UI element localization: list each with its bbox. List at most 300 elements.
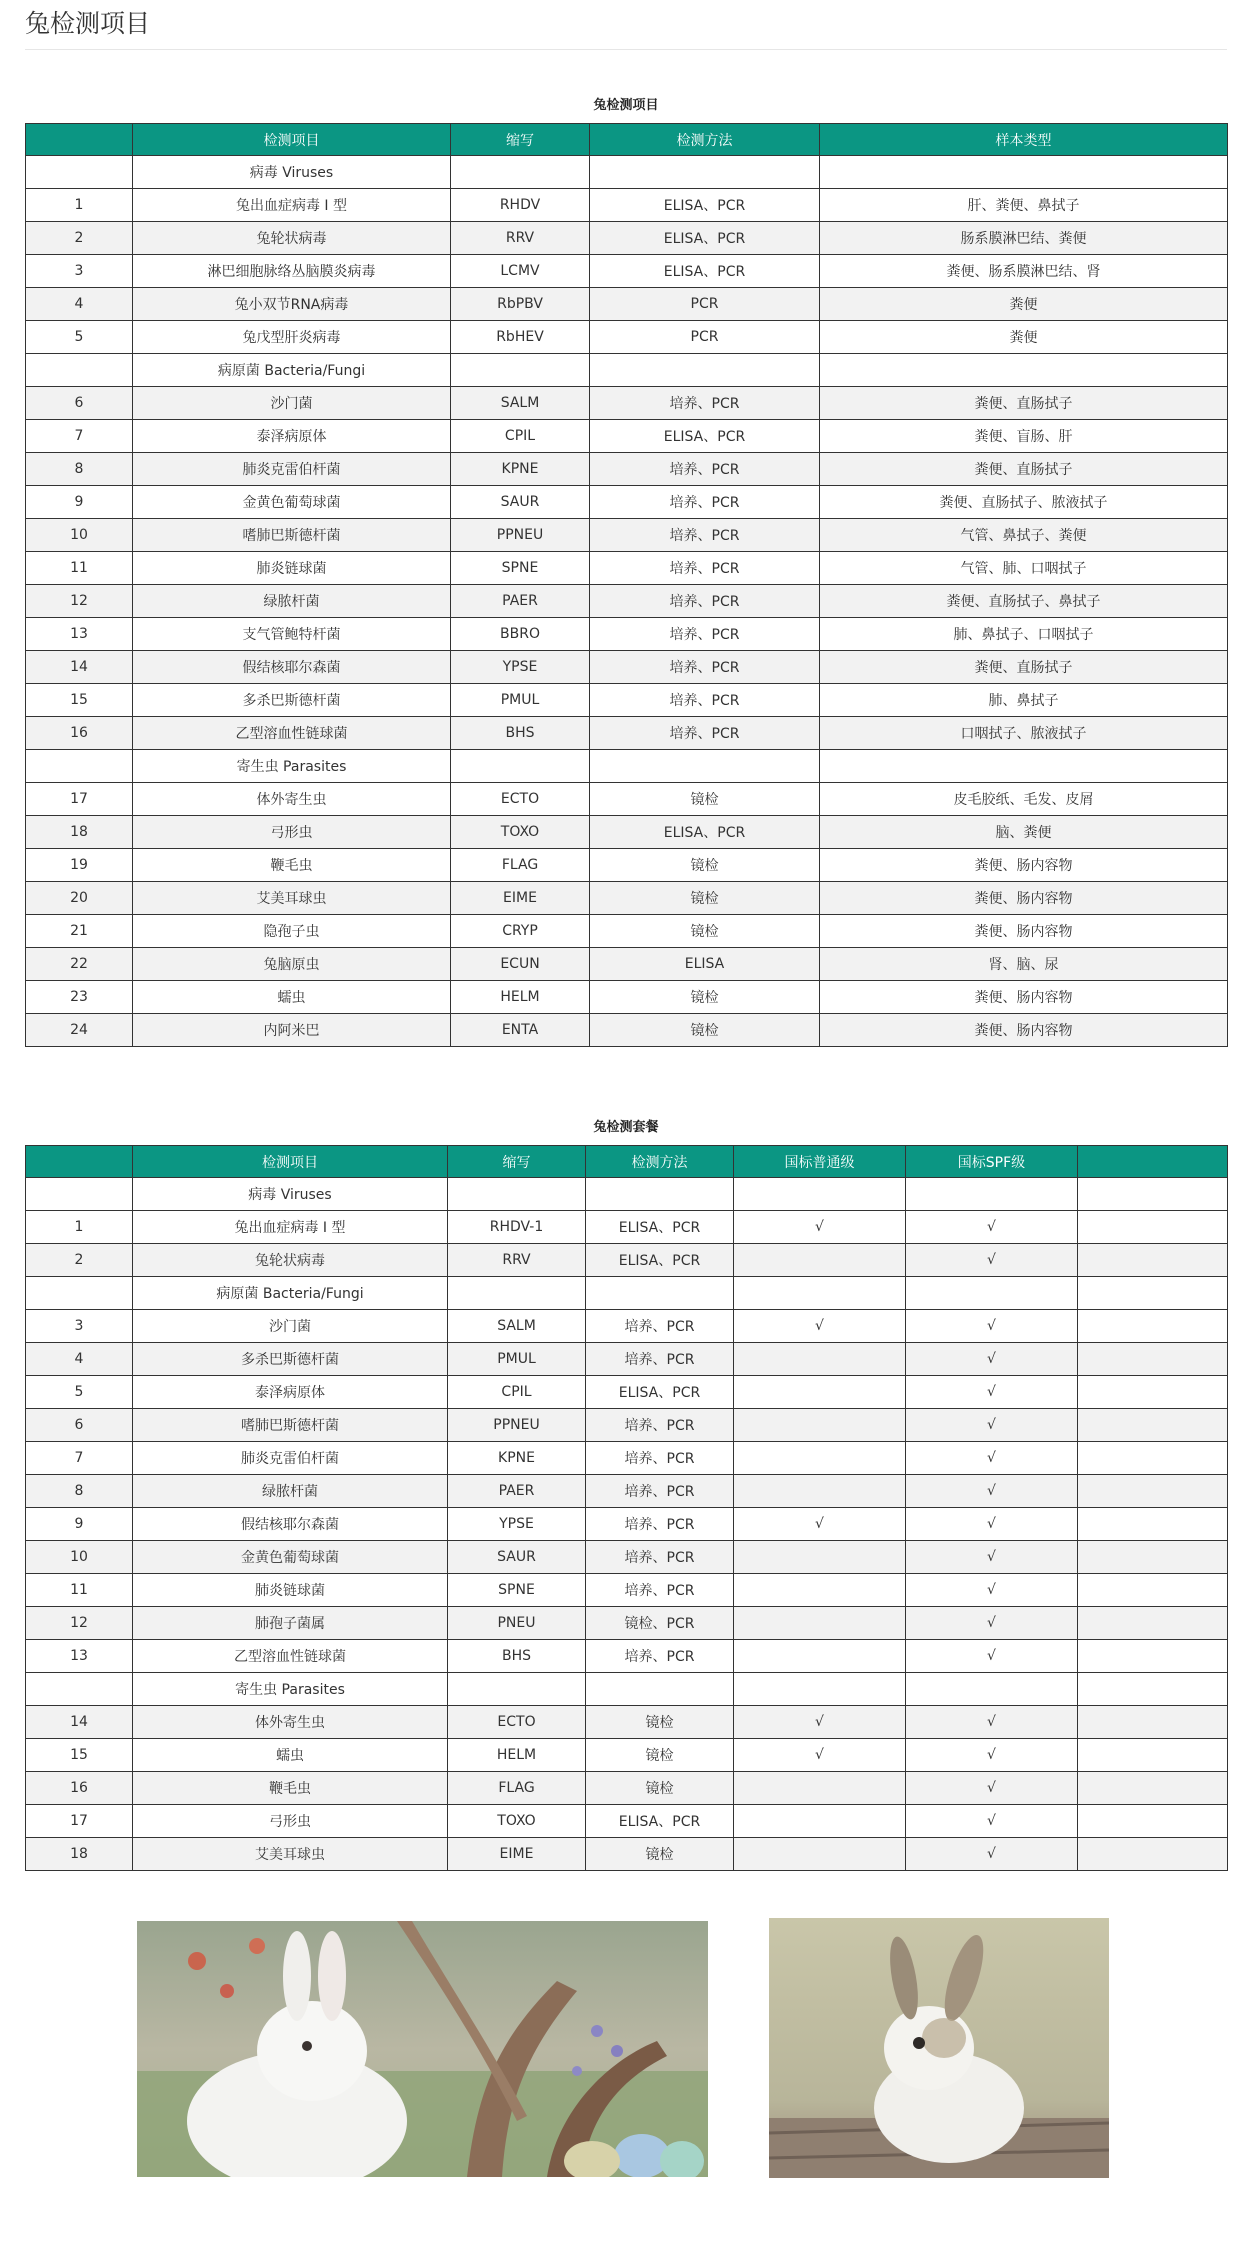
table-row <box>26 816 1228 849</box>
table-row <box>26 519 1228 552</box>
table-cell: 粪便 <box>820 288 1228 321</box>
table-row <box>26 618 1228 651</box>
table-cell <box>1078 1574 1228 1607</box>
table-cell <box>451 750 590 783</box>
table-cell <box>26 750 133 783</box>
table-row <box>26 288 1228 321</box>
table-cell: 培养、PCR <box>590 585 820 618</box>
table-cell <box>906 1178 1078 1211</box>
column-header-2: 缩写 <box>451 124 590 156</box>
table-cell <box>734 1574 906 1607</box>
table-cell <box>1078 1442 1228 1475</box>
table-cell: 蠕虫 <box>133 1739 448 1772</box>
table-cell: 粪便、肠内容物 <box>820 882 1228 915</box>
table-cell: 粪便、直肠拭子、脓液拭子 <box>820 486 1228 519</box>
table-row <box>26 981 1228 1014</box>
table-cell: 体外寄生虫 <box>133 783 451 816</box>
table-row <box>26 1541 1228 1574</box>
table-cell: 肺炎克雷伯杆菌 <box>133 453 451 486</box>
table-cell: 粪便、直肠拭子 <box>820 453 1228 486</box>
table-cell: 培养、PCR <box>590 453 820 486</box>
table-row <box>26 684 1228 717</box>
table-cell: 兔轮状病毒 <box>133 1244 448 1277</box>
table-cell: RbPBV <box>451 288 590 321</box>
table-row <box>26 1014 1228 1047</box>
table-cell <box>451 156 590 189</box>
table-cell <box>734 1640 906 1673</box>
table-cell: 粪便、直肠拭子、鼻拭子 <box>820 585 1228 618</box>
table-cell: 镜检 <box>586 1739 734 1772</box>
table-cell: 培养、PCR <box>586 1310 734 1343</box>
table-cell: 沙门菌 <box>133 1310 448 1343</box>
table-cell: RRV <box>451 222 590 255</box>
table-cell: 兔出血症病毒 I 型 <box>133 189 451 222</box>
table-cell <box>26 1673 133 1706</box>
table-row <box>26 1805 1228 1838</box>
table-row <box>26 882 1228 915</box>
table-row <box>26 717 1228 750</box>
table-cell: 艾美耳球虫 <box>133 882 451 915</box>
table-cell: 8 <box>26 453 133 486</box>
table-cell: √ <box>906 1838 1078 1871</box>
table-cell <box>734 1409 906 1442</box>
table-cell: 22 <box>26 948 133 981</box>
table-row <box>26 552 1228 585</box>
table-row <box>26 1574 1228 1607</box>
table2-caption: 兔检测套餐 <box>593 1120 659 1135</box>
table-cell: 5 <box>26 321 133 354</box>
column-header-4: 样本类型 <box>820 124 1228 156</box>
table-cell: 14 <box>26 651 133 684</box>
table-cell: 11 <box>26 552 133 585</box>
table-cell: 3 <box>26 255 133 288</box>
table-cell: 培养、PCR <box>586 1508 734 1541</box>
table-cell: 13 <box>26 1640 133 1673</box>
table-cell: 镜检 <box>590 849 820 882</box>
table-cell: BHS <box>451 717 590 750</box>
table-cell: √ <box>906 1739 1078 1772</box>
table-cell <box>451 354 590 387</box>
table-row <box>26 1310 1228 1343</box>
table-row <box>26 1838 1228 1871</box>
column-header-6 <box>1078 1146 1228 1178</box>
table-cell <box>734 1673 906 1706</box>
table-cell <box>1078 1376 1228 1409</box>
table-cell: 粪便、肠内容物 <box>820 915 1228 948</box>
table-cell: 粪便、肠内容物 <box>820 981 1228 1014</box>
table-cell: 绿脓杆菌 <box>133 585 451 618</box>
column-header-2: 缩写 <box>448 1146 586 1178</box>
table-cell <box>734 1805 906 1838</box>
table-cell: 沙门菌 <box>133 387 451 420</box>
table-cell: 17 <box>26 783 133 816</box>
table-cell: 镜检 <box>590 1014 820 1047</box>
table-cell <box>734 1277 906 1310</box>
table-cell: 4 <box>26 288 133 321</box>
table-row <box>26 1244 1228 1277</box>
table-cell: EIME <box>448 1838 586 1871</box>
table-cell: 病毒 Viruses <box>133 1178 448 1211</box>
table-row <box>26 651 1228 684</box>
table-cell <box>734 1772 906 1805</box>
table-cell <box>1078 1805 1228 1838</box>
table-cell: HELM <box>448 1739 586 1772</box>
table-row <box>26 585 1228 618</box>
table-cell: BHS <box>448 1640 586 1673</box>
table-cell: 14 <box>26 1706 133 1739</box>
table-cell: ELISA、PCR <box>586 1244 734 1277</box>
table-cell: 1 <box>26 1211 133 1244</box>
column-header-4: 国标普通级 <box>734 1146 906 1178</box>
table-cell <box>1078 1541 1228 1574</box>
table-cell: FLAG <box>451 849 590 882</box>
table-row <box>26 783 1228 816</box>
table-cell: SALM <box>451 387 590 420</box>
table-cell: KPNE <box>451 453 590 486</box>
table-cell: 镜检 <box>590 981 820 1014</box>
table-cell: √ <box>906 1244 1078 1277</box>
table-cell: 内阿米巴 <box>133 1014 451 1047</box>
table-cell: 镜检、PCR <box>586 1607 734 1640</box>
table-cell: 培养、PCR <box>590 552 820 585</box>
table-cell: 肝、粪便、鼻拭子 <box>820 189 1228 222</box>
table-cell: CPIL <box>448 1376 586 1409</box>
table-cell: RRV <box>448 1244 586 1277</box>
table-cell: 培养、PCR <box>590 519 820 552</box>
category-row <box>26 750 1228 783</box>
table-cell <box>734 1541 906 1574</box>
table-cell: ELISA、PCR <box>590 189 820 222</box>
table-row <box>26 1640 1228 1673</box>
table-cell: √ <box>906 1805 1078 1838</box>
table-cell: 淋巴细胞脉络丛脑膜炎病毒 <box>133 255 451 288</box>
table-cell <box>590 354 820 387</box>
table-cell: 6 <box>26 387 133 420</box>
table-cell: 寄生虫 Parasites <box>133 1673 448 1706</box>
table-cell: 绿脓杆菌 <box>133 1475 448 1508</box>
table-cell: 镜检 <box>586 1838 734 1871</box>
table-cell: 肺炎链球菌 <box>133 552 451 585</box>
table-row <box>26 1607 1228 1640</box>
table-cell <box>586 1277 734 1310</box>
table-cell: 艾美耳球虫 <box>133 1838 448 1871</box>
table-cell: 嗜肺巴斯德杆菌 <box>133 519 451 552</box>
table-cell: 17 <box>26 1805 133 1838</box>
column-header-1: 检测项目 <box>133 1146 448 1178</box>
table-cell <box>26 1178 133 1211</box>
column-header-0 <box>26 1146 133 1178</box>
column-header-5: 国标SPF级 <box>906 1146 1078 1178</box>
table-row <box>26 453 1228 486</box>
table-cell: YPSE <box>451 651 590 684</box>
table-cell: 体外寄生虫 <box>133 1706 448 1739</box>
column-header-3: 检测方法 <box>590 124 820 156</box>
table-cell: 16 <box>26 717 133 750</box>
table-cell: √ <box>906 1343 1078 1376</box>
table-cell: SPNE <box>451 552 590 585</box>
table-cell: BBRO <box>451 618 590 651</box>
table-cell: √ <box>906 1508 1078 1541</box>
table-cell: CRYP <box>451 915 590 948</box>
table-cell <box>734 1244 906 1277</box>
table-cell: 弓形虫 <box>133 816 451 849</box>
table-cell: 培养、PCR <box>586 1640 734 1673</box>
table-cell <box>26 156 133 189</box>
table-cell <box>448 1178 586 1211</box>
rabbit-photo-icon <box>769 1918 1109 2178</box>
table-cell: 镜检 <box>586 1706 734 1739</box>
table-cell: YPSE <box>448 1508 586 1541</box>
table-header-row <box>26 1146 1228 1178</box>
table-row <box>26 1409 1228 1442</box>
table-cell: 镜检 <box>586 1772 734 1805</box>
table-cell: 泰泽病原体 <box>133 420 451 453</box>
table-cell: 兔小双节RNA病毒 <box>133 288 451 321</box>
table-cell: CPIL <box>451 420 590 453</box>
table-cell <box>1078 1739 1228 1772</box>
table-cell: KPNE <box>448 1442 586 1475</box>
table-cell: PMUL <box>448 1343 586 1376</box>
table-row <box>26 849 1228 882</box>
table-cell: 脑、粪便 <box>820 816 1228 849</box>
table-cell <box>734 1376 906 1409</box>
table-cell: √ <box>906 1376 1078 1409</box>
table-cell: SPNE <box>448 1574 586 1607</box>
table-cell <box>590 750 820 783</box>
table-row <box>26 1508 1228 1541</box>
table-cell: HELM <box>451 981 590 1014</box>
column-header-1: 检测项目 <box>133 124 451 156</box>
table-cell: 培养、PCR <box>586 1442 734 1475</box>
table-cell: 4 <box>26 1343 133 1376</box>
column-header-0 <box>26 124 133 156</box>
table-cell: TOXO <box>448 1805 586 1838</box>
table-cell <box>1078 1640 1228 1673</box>
table-cell: 5 <box>26 1376 133 1409</box>
table-cell: 18 <box>26 816 133 849</box>
table-cell: 假结核耶尔森菌 <box>133 651 451 684</box>
table-row <box>26 321 1228 354</box>
table-row <box>26 420 1228 453</box>
table-cell: ELISA、PCR <box>590 816 820 849</box>
table-cell: 肺炎克雷伯杆菌 <box>133 1442 448 1475</box>
table-cell: 21 <box>26 915 133 948</box>
table-cell: 培养、PCR <box>586 1541 734 1574</box>
table-cell: 寄生虫 Parasites <box>133 750 451 783</box>
table-cell <box>906 1277 1078 1310</box>
table-cell: 培养、PCR <box>586 1343 734 1376</box>
table-cell: 金黄色葡萄球菌 <box>133 486 451 519</box>
table-cell <box>586 1178 734 1211</box>
table-row <box>26 1376 1228 1409</box>
table-cell: 多杀巴斯德杆菌 <box>133 684 451 717</box>
table-cell <box>734 1838 906 1871</box>
table-cell: 15 <box>26 1739 133 1772</box>
table-cell: √ <box>906 1541 1078 1574</box>
table-cell: ECTO <box>451 783 590 816</box>
table-cell: 弓形虫 <box>133 1805 448 1838</box>
table-cell: 肺孢子菌属 <box>133 1607 448 1640</box>
table-cell: 气管、肺、口咽拭子 <box>820 552 1228 585</box>
table-cell <box>734 1475 906 1508</box>
page-title: 兔检测项目 <box>25 9 151 38</box>
table-cell <box>1078 1772 1228 1805</box>
table-cell: 气管、鼻拭子、粪便 <box>820 519 1228 552</box>
table-row <box>26 255 1228 288</box>
table-cell: 1 <box>26 189 133 222</box>
table-row <box>26 486 1228 519</box>
table-cell: ELISA、PCR <box>586 1376 734 1409</box>
table-cell: PPNEU <box>451 519 590 552</box>
table-cell: 培养、PCR <box>590 717 820 750</box>
table-cell: 支气管鲍特杆菌 <box>133 618 451 651</box>
table-cell: SAUR <box>448 1541 586 1574</box>
table-cell: 粪便、肠内容物 <box>820 849 1228 882</box>
table-cell: √ <box>906 1442 1078 1475</box>
table-cell: 鞭毛虫 <box>133 1772 448 1805</box>
table-cell <box>906 1673 1078 1706</box>
table-cell: 皮毛胶纸、毛发、皮屑 <box>820 783 1228 816</box>
table-cell: 肺、鼻拭子 <box>820 684 1228 717</box>
table-cell: PPNEU <box>448 1409 586 1442</box>
table-cell <box>590 156 820 189</box>
table-cell: 10 <box>26 1541 133 1574</box>
table-row <box>26 915 1228 948</box>
table-row <box>26 1739 1228 1772</box>
table-cell <box>734 1442 906 1475</box>
category-row <box>26 1673 1228 1706</box>
table-cell: SALM <box>448 1310 586 1343</box>
title-divider <box>25 49 1227 50</box>
table-cell <box>1078 1706 1228 1739</box>
table-cell: ELISA <box>590 948 820 981</box>
table-cell: PAER <box>451 585 590 618</box>
table-cell: 13 <box>26 618 133 651</box>
table-cell: √ <box>906 1409 1078 1442</box>
table-cell: √ <box>734 1508 906 1541</box>
category-row <box>26 1178 1228 1211</box>
rabbit-photo-icon <box>137 1921 708 2177</box>
table-cell: 10 <box>26 519 133 552</box>
table-cell: FLAG <box>448 1772 586 1805</box>
table-cell: 23 <box>26 981 133 1014</box>
table-cell: 培养、PCR <box>590 387 820 420</box>
table-cell: 乙型溶血性链球菌 <box>133 1640 448 1673</box>
table-cell: 培养、PCR <box>586 1409 734 1442</box>
table-row <box>26 1475 1228 1508</box>
table-cell: 肺炎链球菌 <box>133 1574 448 1607</box>
table-cell: 24 <box>26 1014 133 1047</box>
table-cell: 粪便、肠系膜淋巴结、肾 <box>820 255 1228 288</box>
table-cell: 18 <box>26 1838 133 1871</box>
table-cell <box>1078 1475 1228 1508</box>
table-cell: PCR <box>590 288 820 321</box>
table-cell <box>1078 1343 1228 1376</box>
category-row <box>26 156 1228 189</box>
table-cell: √ <box>906 1211 1078 1244</box>
table-cell: 培养、PCR <box>590 651 820 684</box>
table-cell: 粪便、盲肠、肝 <box>820 420 1228 453</box>
table-cell: 培养、PCR <box>590 618 820 651</box>
table-cell <box>1078 1178 1228 1211</box>
table-cell: 粪便、直肠拭子 <box>820 651 1228 684</box>
table-cell: 19 <box>26 849 133 882</box>
table-cell <box>1078 1673 1228 1706</box>
table-cell: √ <box>906 1574 1078 1607</box>
table-row <box>26 1706 1228 1739</box>
table-row <box>26 948 1228 981</box>
table-cell <box>820 750 1228 783</box>
table-cell: √ <box>906 1475 1078 1508</box>
table-cell: 兔出血症病毒 I 型 <box>133 1211 448 1244</box>
table-cell: 隐孢子虫 <box>133 915 451 948</box>
rabbit-wood-photo <box>769 1918 1109 2178</box>
table-row <box>26 189 1228 222</box>
table-cell: ELISA、PCR <box>590 255 820 288</box>
table-cell: 20 <box>26 882 133 915</box>
table-cell: 镜检 <box>590 915 820 948</box>
table-cell: 7 <box>26 420 133 453</box>
table-cell: √ <box>734 1211 906 1244</box>
table-cell <box>734 1178 906 1211</box>
test-package-table <box>25 1145 1228 1871</box>
table-cell: 培养、PCR <box>590 486 820 519</box>
column-header-3: 检测方法 <box>586 1146 734 1178</box>
table-cell: √ <box>906 1772 1078 1805</box>
table-cell: 肠系膜淋巴结、粪便 <box>820 222 1228 255</box>
table-cell: 7 <box>26 1442 133 1475</box>
table-cell <box>448 1673 586 1706</box>
table-cell: 粪便、肠内容物 <box>820 1014 1228 1047</box>
table-cell: 假结核耶尔森菌 <box>133 1508 448 1541</box>
table-cell: 2 <box>26 1244 133 1277</box>
table-cell: PNEU <box>448 1607 586 1640</box>
table-cell: 16 <box>26 1772 133 1805</box>
table-cell: 病原菌 Bacteria/Fungi <box>133 354 451 387</box>
table-cell <box>820 354 1228 387</box>
table-cell: 病毒 Viruses <box>133 156 451 189</box>
table-cell <box>820 156 1228 189</box>
table-cell: 粪便、直肠拭子 <box>820 387 1228 420</box>
table1-caption: 兔检测项目 <box>593 98 659 113</box>
category-row <box>26 1277 1228 1310</box>
table-cell: 肺、鼻拭子、口咽拭子 <box>820 618 1228 651</box>
table-cell <box>1078 1607 1228 1640</box>
table-cell: 镜检 <box>590 783 820 816</box>
table-cell: √ <box>734 1310 906 1343</box>
category-row <box>26 354 1228 387</box>
table-cell <box>26 354 133 387</box>
table-cell <box>1078 1211 1228 1244</box>
table-cell: 培养、PCR <box>586 1574 734 1607</box>
rabbit-garden-photo <box>137 1921 708 2177</box>
table-cell: 兔轮状病毒 <box>133 222 451 255</box>
table-cell: 兔脑原虫 <box>133 948 451 981</box>
table-row <box>26 387 1228 420</box>
table-header-row <box>26 124 1228 156</box>
table-cell: ELISA、PCR <box>586 1805 734 1838</box>
table-cell: √ <box>734 1706 906 1739</box>
table-cell: ELISA、PCR <box>590 420 820 453</box>
table-cell <box>586 1673 734 1706</box>
table-row <box>26 1772 1228 1805</box>
table-cell: 12 <box>26 585 133 618</box>
table-cell: ECTO <box>448 1706 586 1739</box>
table-cell: √ <box>906 1310 1078 1343</box>
table-cell: 多杀巴斯德杆菌 <box>133 1343 448 1376</box>
table-row <box>26 222 1228 255</box>
table-cell: ELISA、PCR <box>590 222 820 255</box>
